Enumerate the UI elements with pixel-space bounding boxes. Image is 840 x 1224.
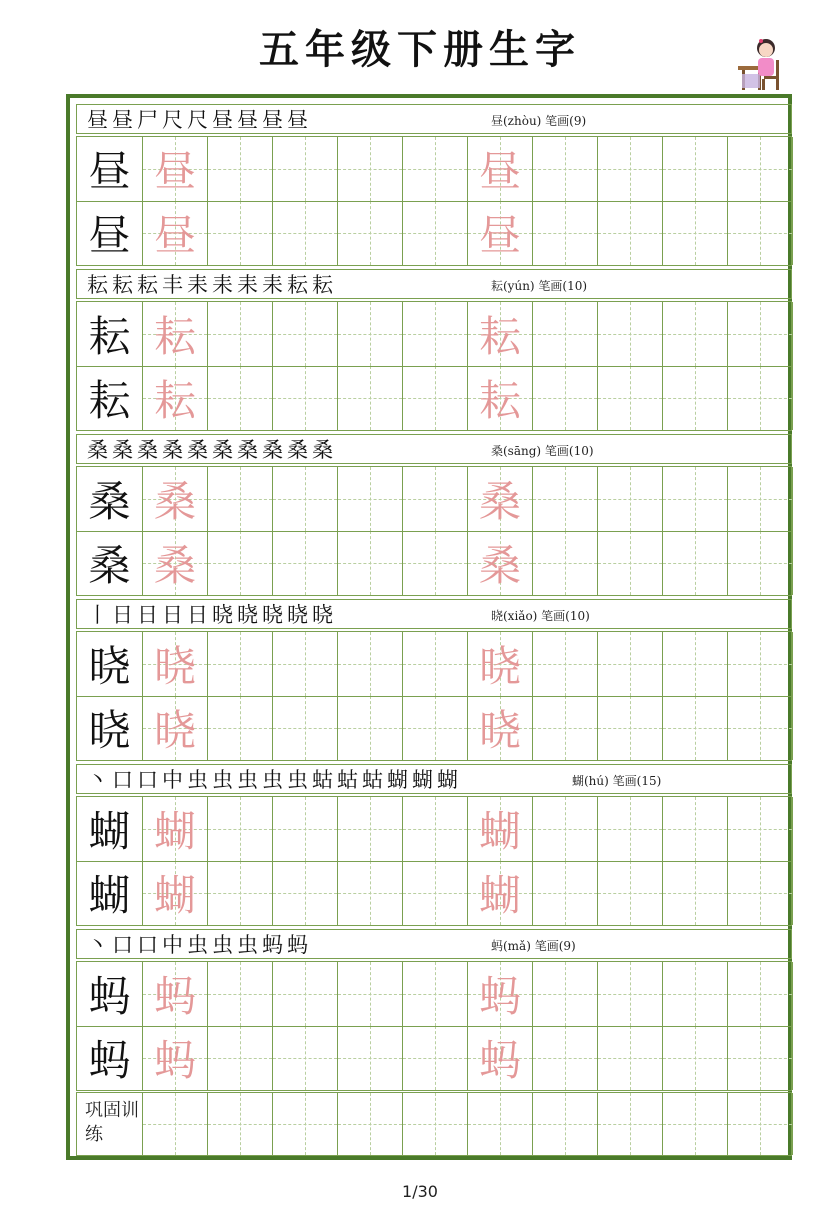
stroke-step: 日 — [112, 603, 133, 627]
practice-cell[interactable] — [273, 467, 338, 531]
trace-char: 昼 — [153, 147, 196, 196]
model-char: 晓 — [88, 642, 131, 691]
model-char: 桑 — [88, 477, 131, 526]
practice-cell[interactable] — [533, 201, 598, 265]
practice-cell[interactable] — [598, 861, 663, 925]
practice-cell[interactable] — [273, 302, 338, 366]
practice-cell[interactable] — [728, 861, 793, 925]
practice-cell[interactable] — [728, 632, 793, 696]
stroke-step: 中 — [162, 933, 183, 957]
practice-cell[interactable] — [533, 696, 598, 760]
trace-char: 桑 — [478, 541, 521, 590]
char-info: 晓(xiǎo) 笔画(10) — [491, 609, 590, 623]
model-char: 桑 — [88, 541, 131, 590]
model-char-cell — [77, 137, 143, 201]
stroke-step: 日 — [137, 603, 158, 627]
practice-row — [77, 696, 791, 760]
stroke-step: 桑 — [87, 438, 108, 462]
practice-cell[interactable] — [468, 696, 533, 760]
stroke-step: 丨 — [87, 603, 108, 627]
practice-cell[interactable] — [208, 531, 273, 595]
model-char: 昼 — [88, 211, 131, 260]
practice-cell[interactable] — [468, 467, 533, 531]
stroke-step: 昼 — [87, 108, 108, 132]
stroke-step: 尺 — [187, 108, 208, 132]
practice-cell[interactable] — [338, 137, 403, 201]
review-cell[interactable] — [143, 1093, 208, 1155]
stroke-step: 虫 — [212, 933, 233, 957]
trace-char: 耘 — [478, 376, 521, 425]
stroke-step: 耘 — [312, 273, 333, 297]
practice-cell[interactable] — [273, 201, 338, 265]
stroke-step: 昼 — [287, 108, 308, 132]
stroke-step: 丶 — [87, 768, 108, 792]
practice-cell[interactable] — [728, 366, 793, 430]
model-char-cell — [77, 201, 143, 265]
stroke-step: 桑 — [287, 438, 308, 462]
practice-cell[interactable] — [663, 302, 728, 366]
practice-cell[interactable] — [143, 632, 208, 696]
practice-cell[interactable] — [143, 366, 208, 430]
char-section — [76, 434, 792, 596]
trace-char: 蚂 — [478, 972, 521, 1021]
practice-cell[interactable] — [728, 467, 793, 531]
practice-cell[interactable] — [533, 302, 598, 366]
practice-cell[interactable] — [598, 467, 663, 531]
stroke-step: 桑 — [212, 438, 233, 462]
practice-cell[interactable] — [533, 366, 598, 430]
practice-row — [77, 366, 791, 430]
practice-row — [77, 137, 791, 201]
practice-cell[interactable] — [728, 797, 793, 861]
practice-cell[interactable] — [338, 366, 403, 430]
stroke-step: 虫 — [212, 768, 233, 792]
stroke-order-steps — [87, 106, 308, 134]
stroke-step: 耘 — [112, 273, 133, 297]
practice-cell[interactable] — [598, 201, 663, 265]
practice-cell[interactable] — [533, 797, 598, 861]
practice-cell[interactable] — [663, 861, 728, 925]
stroke-step: 桑 — [312, 438, 333, 462]
review-cell[interactable] — [403, 1093, 468, 1155]
model-char-cell — [77, 797, 143, 861]
model-char: 蝴 — [88, 807, 131, 856]
review-cell[interactable] — [728, 1093, 793, 1155]
stroke-step: 晓 — [237, 603, 258, 627]
practice-cell[interactable] — [468, 797, 533, 861]
practice-cell[interactable] — [728, 1026, 793, 1090]
practice-cell[interactable] — [273, 696, 338, 760]
practice-cell[interactable] — [273, 531, 338, 595]
practice-cell[interactable] — [208, 467, 273, 531]
stroke-step: 尸 — [137, 108, 158, 132]
model-char-cell — [77, 696, 143, 760]
practice-cell[interactable] — [143, 467, 208, 531]
practice-cell[interactable] — [533, 1026, 598, 1090]
stroke-step: 桑 — [137, 438, 158, 462]
trace-char: 昼 — [478, 211, 521, 260]
practice-cell[interactable] — [598, 137, 663, 201]
stroke-step: 丶 — [87, 933, 108, 957]
stroke-step: 蚂 — [262, 933, 283, 957]
trace-char: 蝴 — [478, 807, 521, 856]
trace-char: 蝴 — [153, 871, 196, 920]
model-char: 耘 — [88, 376, 131, 425]
practice-cell[interactable] — [663, 797, 728, 861]
practice-cell[interactable] — [598, 1026, 663, 1090]
char-section — [76, 599, 792, 761]
page-number: 1/30 — [402, 1182, 438, 1201]
practice-grid — [76, 961, 792, 1091]
practice-cell[interactable] — [403, 201, 468, 265]
practice-cell[interactable] — [338, 962, 403, 1026]
model-char-cell — [77, 1026, 143, 1090]
practice-row — [77, 201, 791, 265]
practice-cell[interactable] — [663, 1026, 728, 1090]
practice-row — [77, 797, 791, 861]
practice-cell[interactable] — [468, 201, 533, 265]
stroke-step: 虫 — [187, 933, 208, 957]
practice-cell[interactable] — [468, 962, 533, 1026]
practice-cell[interactable] — [468, 531, 533, 595]
practice-cell[interactable] — [208, 137, 273, 201]
practice-row — [77, 531, 791, 595]
practice-cell[interactable] — [403, 696, 468, 760]
model-char: 蚂 — [88, 972, 131, 1021]
practice-cell[interactable] — [273, 797, 338, 861]
practice-cell[interactable] — [598, 696, 663, 760]
practice-cell[interactable] — [403, 797, 468, 861]
practice-cell[interactable] — [338, 201, 403, 265]
stroke-order-strip — [76, 764, 792, 794]
stroke-step: 耒 — [262, 273, 283, 297]
trace-char: 晓 — [478, 642, 521, 691]
practice-cell[interactable] — [533, 861, 598, 925]
stroke-step: 耘 — [87, 273, 108, 297]
review-practice-row — [76, 1092, 792, 1156]
stroke-order-steps — [87, 271, 333, 299]
practice-row — [77, 861, 791, 925]
trace-char: 晓 — [478, 706, 521, 755]
practice-cell[interactable] — [143, 137, 208, 201]
char-section — [76, 269, 792, 431]
char-info: 蝴(hú) 笔画(15) — [572, 774, 662, 788]
stroke-order-strip — [76, 269, 792, 299]
stroke-step: 日 — [187, 603, 208, 627]
practice-cell[interactable] — [208, 962, 273, 1026]
practice-grid — [76, 466, 792, 596]
review-cell[interactable] — [273, 1093, 338, 1155]
char-info: 蚂(mǎ) 笔画(9) — [491, 939, 576, 953]
practice-cell[interactable] — [663, 201, 728, 265]
model-char-cell — [77, 366, 143, 430]
practice-cell[interactable] — [598, 632, 663, 696]
practice-cell[interactable] — [273, 366, 338, 430]
review-cell[interactable] — [468, 1093, 533, 1155]
practice-cell[interactable] — [728, 201, 793, 265]
trace-char: 蝴 — [153, 807, 196, 856]
stroke-step: 桑 — [237, 438, 258, 462]
practice-cell[interactable] — [728, 962, 793, 1026]
practice-cell[interactable] — [468, 302, 533, 366]
stroke-step: 蚂 — [287, 933, 308, 957]
stroke-step: 虫 — [262, 768, 283, 792]
stroke-order-steps — [87, 766, 458, 794]
practice-cell[interactable] — [533, 137, 598, 201]
practice-cell[interactable] — [208, 366, 273, 430]
stroke-order-steps — [87, 436, 333, 464]
stroke-step: 晓 — [212, 603, 233, 627]
practice-cell[interactable] — [663, 696, 728, 760]
practice-cell[interactable] — [143, 201, 208, 265]
stroke-order-strip — [76, 434, 792, 464]
practice-cell[interactable] — [598, 302, 663, 366]
stroke-step: 桑 — [187, 438, 208, 462]
stroke-step: 蝴 — [412, 768, 433, 792]
practice-row — [77, 632, 791, 696]
practice-cell[interactable] — [338, 797, 403, 861]
trace-char: 耘 — [153, 312, 196, 361]
model-char: 晓 — [88, 706, 131, 755]
stroke-step: 桑 — [112, 438, 133, 462]
model-char-cell — [77, 861, 143, 925]
page-title: 五年级下册生字 — [259, 26, 581, 73]
model-char: 蚂 — [88, 1036, 131, 1085]
practice-cell[interactable] — [403, 632, 468, 696]
stroke-step: 口 — [112, 768, 133, 792]
stroke-step: 昼 — [112, 108, 133, 132]
practice-cell[interactable] — [338, 632, 403, 696]
practice-cell[interactable] — [273, 1026, 338, 1090]
model-char-cell — [77, 467, 143, 531]
practice-cell[interactable] — [403, 531, 468, 595]
model-char: 蝴 — [88, 871, 131, 920]
practice-cell[interactable] — [403, 137, 468, 201]
practice-cell[interactable] — [598, 366, 663, 430]
trace-char: 晓 — [153, 642, 196, 691]
practice-row — [77, 1026, 791, 1090]
stroke-order-strip — [76, 599, 792, 629]
stroke-step: 蝴 — [387, 768, 408, 792]
practice-cell[interactable] — [403, 962, 468, 1026]
stroke-step: 口 — [112, 933, 133, 957]
practice-cell[interactable] — [208, 632, 273, 696]
stroke-step: 桑 — [162, 438, 183, 462]
practice-cell[interactable] — [468, 137, 533, 201]
practice-cell[interactable] — [338, 696, 403, 760]
practice-cell[interactable] — [273, 137, 338, 201]
practice-cell[interactable] — [403, 302, 468, 366]
stroke-step: 耒 — [212, 273, 233, 297]
practice-grid — [76, 631, 792, 761]
stroke-step: 蛄 — [362, 768, 383, 792]
practice-cell[interactable] — [598, 531, 663, 595]
practice-cell[interactable] — [663, 962, 728, 1026]
practice-grid — [76, 796, 792, 926]
practice-cell[interactable] — [273, 962, 338, 1026]
stroke-step: 晓 — [312, 603, 333, 627]
stroke-step: 晓 — [262, 603, 283, 627]
practice-cell[interactable] — [338, 861, 403, 925]
stroke-step: 昼 — [262, 108, 283, 132]
model-char-cell — [77, 531, 143, 595]
practice-cell[interactable] — [143, 302, 208, 366]
trace-char: 桑 — [153, 541, 196, 590]
practice-cell[interactable] — [403, 366, 468, 430]
practice-cell[interactable] — [403, 1026, 468, 1090]
girl-writing-illustration — [736, 36, 790, 94]
practice-cell[interactable] — [663, 632, 728, 696]
stroke-step: 虫 — [287, 768, 308, 792]
practice-cell[interactable] — [143, 696, 208, 760]
practice-cell[interactable] — [143, 861, 208, 925]
practice-cell[interactable] — [143, 962, 208, 1026]
practice-cell[interactable] — [208, 861, 273, 925]
stroke-order-strip — [76, 104, 792, 134]
practice-cell[interactable] — [728, 302, 793, 366]
practice-cell[interactable] — [208, 797, 273, 861]
stroke-step: 耒 — [187, 273, 208, 297]
practice-cell[interactable] — [468, 632, 533, 696]
practice-cell[interactable] — [728, 696, 793, 760]
review-cell[interactable] — [663, 1093, 728, 1155]
review-cell[interactable] — [598, 1093, 663, 1155]
stroke-step: 中 — [162, 768, 183, 792]
review-label: 巩固训练 — [77, 1093, 143, 1155]
stroke-order-strip — [76, 929, 792, 959]
practice-cell[interactable] — [533, 531, 598, 595]
trace-char: 蚂 — [153, 1036, 196, 1085]
practice-cell[interactable] — [533, 962, 598, 1026]
stroke-step: 桑 — [262, 438, 283, 462]
stroke-step: 耒 — [237, 273, 258, 297]
practice-cell[interactable] — [338, 531, 403, 595]
stroke-step: 蛄 — [312, 768, 333, 792]
practice-cell[interactable] — [208, 201, 273, 265]
practice-cell[interactable] — [468, 1026, 533, 1090]
model-char-cell — [77, 302, 143, 366]
stroke-step: 虫 — [187, 768, 208, 792]
practice-cell[interactable] — [208, 696, 273, 760]
practice-cell[interactable] — [663, 137, 728, 201]
trace-char: 耘 — [478, 312, 521, 361]
practice-cell[interactable] — [208, 302, 273, 366]
stroke-order-steps — [87, 601, 333, 629]
practice-cell[interactable] — [728, 531, 793, 595]
review-cell[interactable] — [338, 1093, 403, 1155]
practice-cell[interactable] — [143, 797, 208, 861]
practice-cell[interactable] — [143, 531, 208, 595]
char-info: 耘(yún) 笔画(10) — [491, 279, 588, 293]
practice-cell[interactable] — [533, 467, 598, 531]
trace-char: 昼 — [478, 147, 521, 196]
stroke-step: 昼 — [212, 108, 233, 132]
worksheet-frame — [66, 94, 792, 1160]
practice-cell[interactable] — [468, 861, 533, 925]
trace-char: 桑 — [153, 477, 196, 526]
char-info: 昼(zhòu) 笔画(9) — [491, 114, 587, 128]
stroke-step: 晓 — [287, 603, 308, 627]
practice-cell[interactable] — [663, 467, 728, 531]
practice-row — [77, 467, 791, 531]
practice-cell[interactable] — [208, 1026, 273, 1090]
char-section — [76, 764, 792, 926]
practice-cell[interactable] — [338, 1026, 403, 1090]
practice-cell[interactable] — [468, 366, 533, 430]
char-section — [76, 929, 792, 1091]
practice-grid — [76, 301, 792, 431]
practice-cell[interactable] — [533, 632, 598, 696]
practice-cell[interactable] — [338, 302, 403, 366]
practice-cell[interactable] — [728, 137, 793, 201]
practice-cell[interactable] — [663, 366, 728, 430]
practice-cell[interactable] — [403, 467, 468, 531]
stroke-step: 耘 — [287, 273, 308, 297]
practice-cell[interactable] — [598, 797, 663, 861]
model-char-cell — [77, 632, 143, 696]
practice-row — [77, 962, 791, 1026]
stroke-step: 昼 — [237, 108, 258, 132]
practice-cell[interactable] — [273, 632, 338, 696]
trace-char: 耘 — [153, 376, 196, 425]
stroke-step: 虫 — [237, 768, 258, 792]
practice-cell[interactable] — [598, 962, 663, 1026]
stroke-step: 丰 — [162, 273, 183, 297]
trace-char: 蚂 — [153, 972, 196, 1021]
stroke-step: 口 — [137, 933, 158, 957]
model-char: 耘 — [88, 312, 131, 361]
practice-cell[interactable] — [273, 861, 338, 925]
trace-char: 晓 — [153, 706, 196, 755]
practice-cell[interactable] — [143, 1026, 208, 1090]
practice-cell[interactable] — [403, 861, 468, 925]
stroke-step: 蝴 — [437, 768, 458, 792]
char-info: 桑(sāng) 笔画(10) — [491, 444, 594, 458]
stroke-step: 耘 — [137, 273, 158, 297]
model-char: 昼 — [88, 147, 131, 196]
trace-char: 昼 — [153, 211, 196, 260]
trace-char: 蝴 — [478, 871, 521, 920]
stroke-step: 虫 — [237, 933, 258, 957]
practice-grid — [76, 136, 792, 266]
practice-row — [77, 302, 791, 366]
stroke-order-steps — [87, 931, 308, 959]
char-section — [76, 104, 792, 266]
model-char-cell — [77, 962, 143, 1026]
practice-cell[interactable] — [663, 531, 728, 595]
stroke-step: 口 — [137, 768, 158, 792]
review-cell[interactable] — [208, 1093, 273, 1155]
practice-cell[interactable] — [338, 467, 403, 531]
trace-char: 桑 — [478, 477, 521, 526]
trace-char: 蚂 — [478, 1036, 521, 1085]
stroke-step: 日 — [162, 603, 183, 627]
stroke-step: 尺 — [162, 108, 183, 132]
stroke-step: 蛄 — [337, 768, 358, 792]
review-cell[interactable] — [533, 1093, 598, 1155]
